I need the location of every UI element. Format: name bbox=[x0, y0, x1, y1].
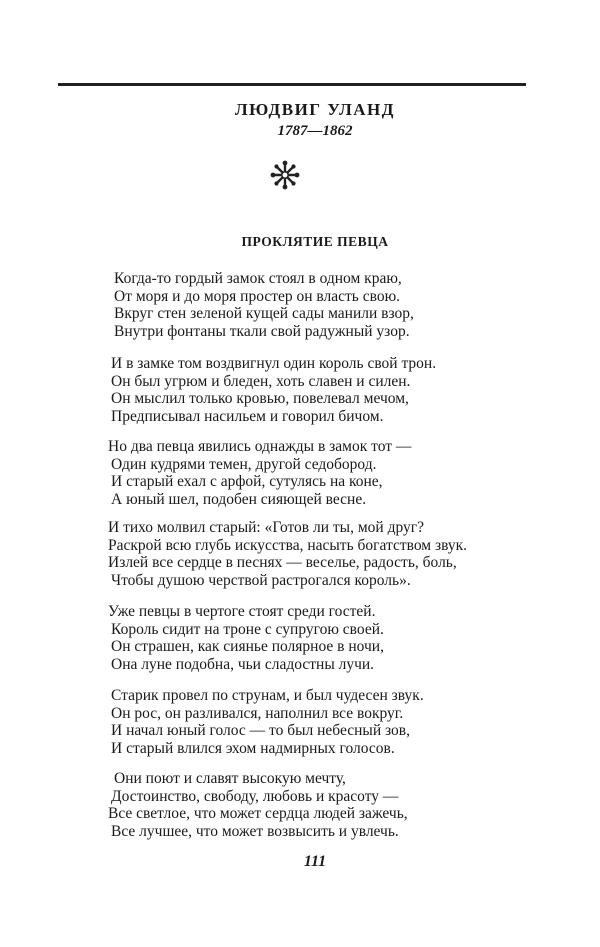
poem-line: Раскрой всю глубь искусства, насыть богатством звук. bbox=[108, 536, 468, 554]
author-years: 1787—1862 bbox=[277, 123, 353, 139]
poem-line: Один кудрями темен, другой седобород. bbox=[111, 455, 377, 473]
asterisk-flower-icon bbox=[270, 160, 300, 190]
header-rule bbox=[58, 83, 526, 86]
poem-line: И начал юный голос — то был небесный зов, bbox=[111, 722, 410, 739]
poem-line: Он мыслил только кровью, повелевал мечом, bbox=[111, 390, 409, 407]
stanza-2 bbox=[108, 355, 528, 425]
poem-line: Он страшен, как сиянье полярное в ночи, bbox=[111, 638, 384, 655]
poem-line: Он был угрюм и бледен, хоть славен и силен. bbox=[111, 372, 411, 390]
poem-line: Внутри фонтаны ткали свой радужный узор. bbox=[114, 322, 410, 340]
poem-line: От моря и до моря простер он власть свою. bbox=[114, 287, 401, 305]
poem-line: Предписывал насильем и говорил бичом. bbox=[111, 407, 384, 425]
stanza-5 bbox=[108, 603, 528, 673]
stanza-3 bbox=[108, 438, 528, 508]
poem-line: Он рос, он разливался, наполнил все вокруг. bbox=[111, 704, 404, 722]
poem-line: И тихо молвил старый: «Готов ли ты, мой друг? bbox=[108, 519, 424, 536]
poem-title: ПРОКЛЯТИЕ ПЕВЦА bbox=[241, 234, 389, 249]
poem-line: А юный шел, подобен сияющей весне. bbox=[111, 490, 367, 508]
poem-line: И старый влился эхом надмирных голосов. bbox=[111, 739, 395, 757]
poem-line: И в замке том воздвигнул один король свой трон. bbox=[111, 355, 437, 372]
poem-line: И старый ехал с арфой, сутулясь на коне, bbox=[111, 473, 383, 490]
poem-line: Все светлое, что может сердца людей зажечь, bbox=[108, 805, 408, 822]
poem-line: Уже певцы в чертоге стоят среди гостей. bbox=[108, 603, 376, 620]
poem-line: Король сидит на троне с супругою своей. bbox=[111, 620, 384, 638]
poem-line: Она луне подобна, чьи сладостны лучи. bbox=[111, 655, 375, 673]
author-name: ЛЮДВИГ УЛАНД bbox=[235, 100, 395, 119]
page-number: 111 bbox=[303, 853, 327, 870]
poem-line: Старик провел по струнам, и был чудесен звук. bbox=[111, 687, 424, 704]
stanza-4 bbox=[108, 519, 528, 589]
poem-line: Достоинство, свободу, любовь и красоту — bbox=[111, 787, 399, 805]
stanza-7 bbox=[108, 770, 528, 840]
poem-line: Когда-то гордый замок стоял в одном краю, bbox=[114, 270, 402, 287]
poem-line: Все лучшее, что может возвысить и увлечь. bbox=[111, 822, 399, 840]
poem-line: Излей все сердце в песнях — веселье, радость, боль, bbox=[108, 554, 457, 571]
stanza-6 bbox=[108, 687, 528, 757]
stanza-1 bbox=[108, 270, 528, 340]
poem-line: Но два певца явились однажды в замок тот — bbox=[108, 438, 412, 455]
poem-line: Чтобы душою черствой растрогался король». bbox=[111, 571, 411, 589]
poem-line: Вкруг стен зеленой кущей сады манили взор, bbox=[114, 305, 414, 322]
poem-line: Они поют и славят высокую мечту, bbox=[114, 770, 346, 787]
